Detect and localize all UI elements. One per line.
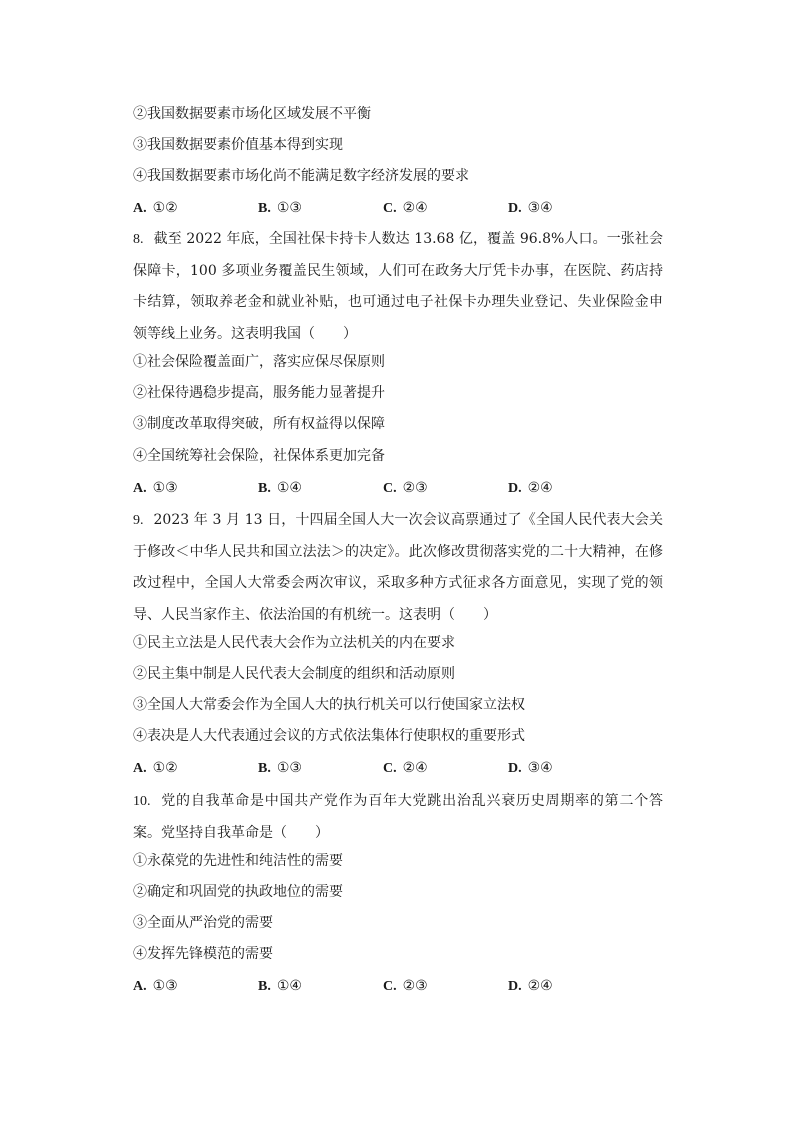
option-d: D. ③④ — [508, 760, 553, 776]
option-c: C. ②③ — [383, 978, 428, 994]
question-number: 9. — [133, 513, 144, 528]
option-a: A. ①③ — [133, 978, 178, 994]
statement: ③全国人大常委会作为全国人大的执行机关可以行使国家立法权 — [133, 697, 525, 713]
statement: ①永葆党的先进性和纯洁性的需要 — [133, 853, 343, 869]
statement: ③制度改革取得突破，所有权益得以保障 — [133, 416, 385, 432]
options-row — [133, 198, 633, 218]
statement: ①社会保险覆盖面广，落实应保尽保原则 — [133, 354, 385, 370]
options-row — [133, 478, 633, 498]
statement: ④我国数据要素市场化尚不能满足数字经济发展的要求 — [133, 168, 469, 184]
option-b: B. ①③ — [258, 760, 302, 776]
statement: ④表决是人大代表通过会议的方式依法集体行使职权的重要形式 — [133, 728, 525, 744]
statement: ②民主集中制是人民代表大会制度的组织和活动原则 — [133, 666, 455, 682]
question-stem: 10. 党的自我革命是中国共产党作为百年大党跳出治乱兴衰历史周期率的第二个答案。党坚持自我革命是（ ） — [133, 793, 663, 841]
option-b: B. ①④ — [258, 978, 302, 994]
option-d: D. ②④ — [508, 480, 553, 496]
option-c: C. ②④ — [383, 760, 428, 776]
option-d: D. ②④ — [508, 978, 553, 994]
option-a: A. ①② — [133, 760, 178, 776]
statement: ④全国统筹社会保险，社保体系更加完备 — [133, 448, 385, 464]
statement: ①民主立法是人民代表大会作为立法机关的内在要求 — [133, 635, 455, 651]
statement: ②社保待遇稳步提高，服务能力显著提升 — [133, 385, 385, 401]
question-number: 10. — [133, 794, 151, 809]
options-row — [133, 758, 633, 778]
statement: ③我国数据要素价值基本得到实现 — [133, 137, 343, 153]
option-b: B. ①③ — [258, 200, 302, 216]
question-stem: 8. 截至 2022 年底，全国社保卡持卡人数达 13.68 亿，覆盖 96.8%人口。一张社会保障卡，100 多项业务覆盖民生领域，人们可在政务大厅凭卡办事，在医院、药店持卡结算，领取养老金和就业补贴，也可通过电子社保卡办理失业登记、失业保险金申领等线上业务。这表明我国（ ） — [133, 231, 663, 342]
option-a: A. ①③ — [133, 480, 178, 496]
statement: ③全面从严治党的需要 — [133, 915, 273, 931]
option-d: D. ③④ — [508, 200, 553, 216]
option-c: C. ②④ — [383, 200, 428, 216]
statement: ②确定和巩固党的执政地位的需要 — [133, 884, 343, 900]
option-c: C. ②③ — [383, 480, 428, 496]
option-b: B. ①④ — [258, 480, 302, 496]
option-a: A. ①② — [133, 200, 178, 216]
question-number: 8. — [133, 232, 144, 247]
question-stem: 9. 2023 年 3 月 13 日，十四届全国人大一次会议高票通过了《全国人民代表大会关于修改＜中华人民共和国立法法＞的决定》。此次修改贯彻落实党的二十大精神，在修改过程中，全国人大常委会两次审议，采取多种方式征求各方面意见，实现了党的领导、人民当家作主、依法治国的有机统一。这表明（ ） — [133, 512, 663, 623]
statement: ④发挥先锋模范的需要 — [133, 946, 273, 962]
options-row — [133, 976, 633, 996]
statement: ②我国数据要素市场化区域发展不平衡 — [133, 106, 371, 122]
